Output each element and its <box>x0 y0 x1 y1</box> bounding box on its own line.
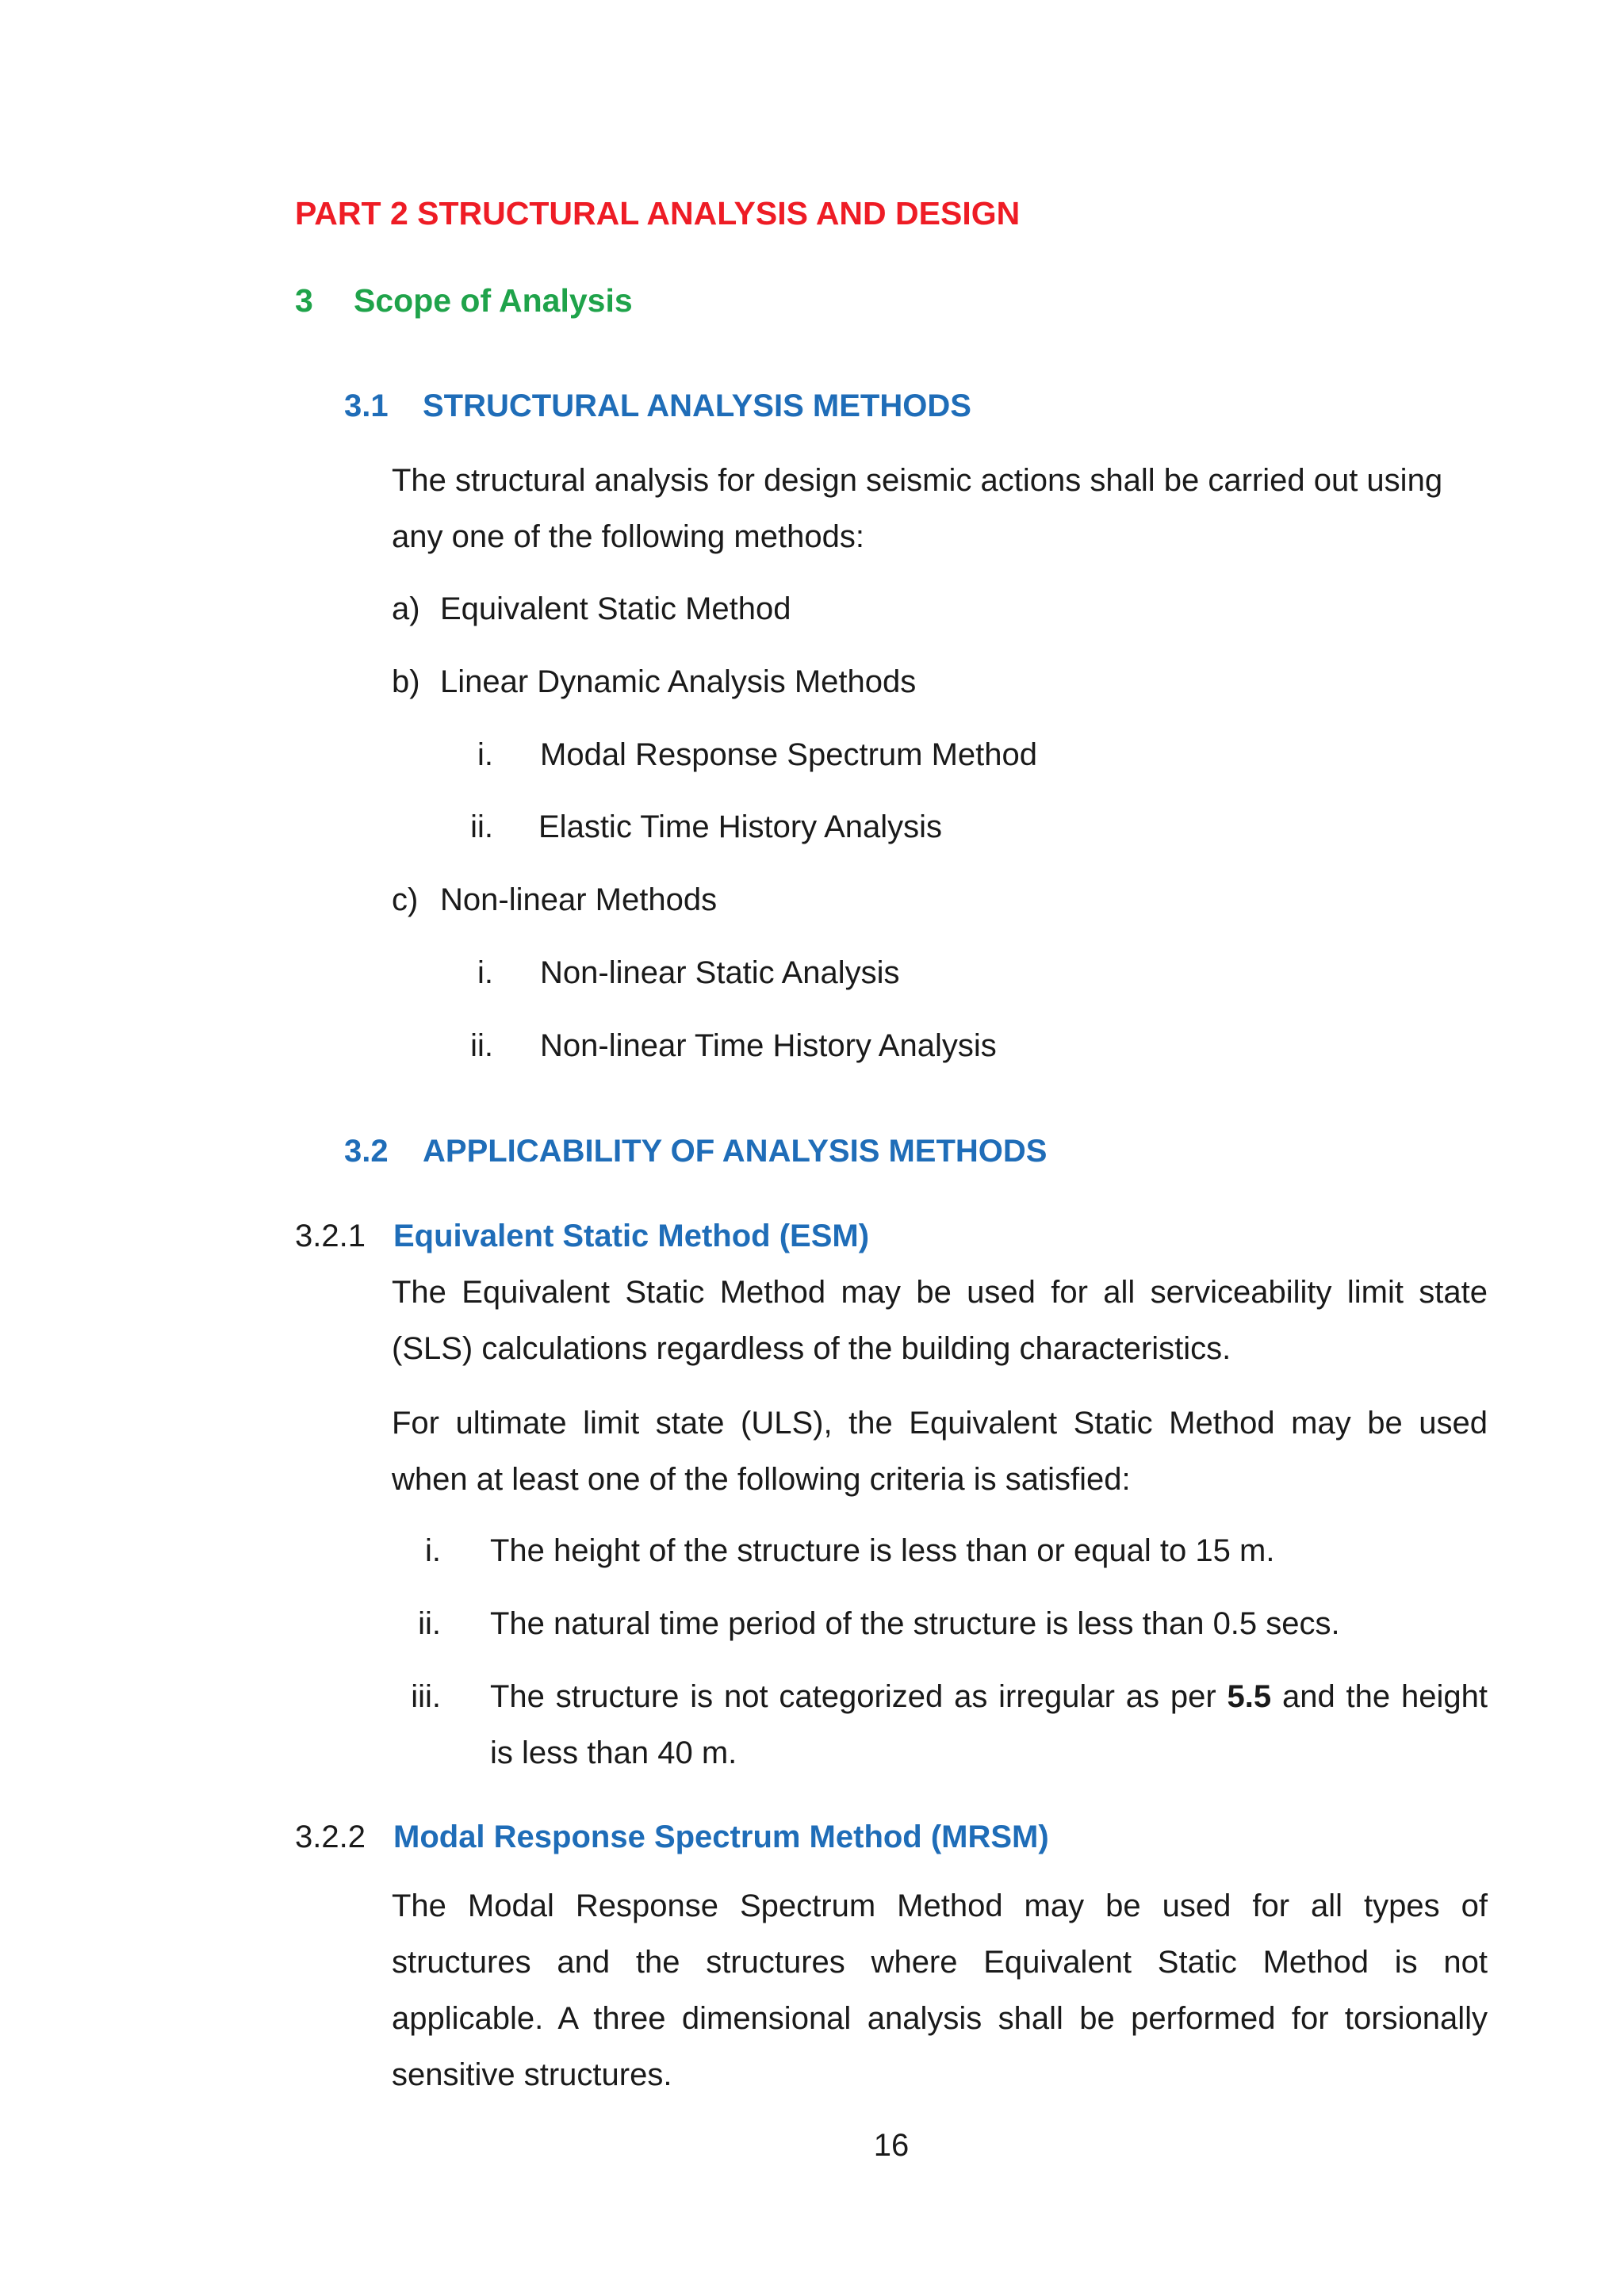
criterion-text <box>490 1679 1488 1715</box>
criterion-text: The height of the structure is less than or equal to 15 m. <box>490 1533 1275 1568</box>
sub-item-label: Non-linear Static Analysis <box>540 955 900 990</box>
sub-item-label: Non-linear Time History Analysis <box>540 1028 997 1063</box>
subsection-title: Modal Response Spectrum Method (MRSM) <box>393 1820 1049 1854</box>
criterion-text: The natural time period of the structure is less than 0.5 secs. <box>490 1606 1340 1641</box>
section-number: 3.2 <box>344 1134 389 1169</box>
list-item-marker: a) <box>392 591 420 626</box>
subsection-title: Equivalent Static Method (ESM) <box>393 1219 870 1253</box>
list-item-marker: c) <box>392 882 419 917</box>
paragraph: For ultimate limit state (ULS), the Equivalent Static Method may be used when at least one of the following criteria is satisfied: <box>392 1406 1488 1497</box>
sub-item-marker: i. <box>477 955 493 990</box>
criterion-marker: iii. <box>411 1679 441 1714</box>
sub-item-label: Elastic Time History Analysis <box>538 809 943 844</box>
section-title: APPLICABILITY OF ANALYSIS METHODS <box>423 1134 1048 1169</box>
subsection-number: 3.2.1 <box>295 1219 366 1253</box>
section-intro-line: The structural analysis for design seismic actions shall be carried out using <box>392 463 1443 498</box>
sub-item-marker: i. <box>477 737 493 772</box>
clause-reference: 5.5 <box>1227 1679 1272 1714</box>
page-number: 16 <box>873 2128 910 2163</box>
section-intro-line: any one of the following methods: <box>392 519 864 554</box>
section-number: 3.1 <box>344 388 389 423</box>
list-item-label: Non-linear Methods <box>440 882 718 917</box>
paragraph: The Modal Response Spectrum Method may be used for all types of structures and the structures where Equivalent Static Method is not applicable. A three dimensional analysis shall be performed for torsionally sensitive structures. <box>392 1888 1488 2092</box>
criterion-text-part: The structure is not categorized as irregular as per <box>490 1679 1228 1714</box>
subsection-number: 3.2.2 <box>295 1820 366 1854</box>
list-item-label: Linear Dynamic Analysis Methods <box>440 664 917 699</box>
criterion-text-part: and the height <box>1271 1679 1488 1714</box>
sub-item-label: Modal Response Spectrum Method <box>540 737 1037 772</box>
section-title: STRUCTURAL ANALYSIS METHODS <box>423 388 971 423</box>
paragraph: The Equivalent Static Method may be used for all serviceability limit state (SLS) calculations regardless of the building characteristics. <box>392 1275 1488 1366</box>
chapter-title: Scope of Analysis <box>354 282 633 319</box>
list-item-marker: b) <box>392 664 420 699</box>
criterion-marker: i. <box>425 1533 441 1568</box>
criterion-marker: ii. <box>418 1606 441 1641</box>
part-title: PART 2 STRUCTURAL ANALYSIS AND DESIGN <box>295 195 1021 232</box>
sub-item-marker: ii. <box>470 1028 493 1063</box>
criterion-text-continued: is less than 40 m. <box>490 1735 737 1770</box>
chapter-number: 3 <box>295 282 313 319</box>
list-item-label: Equivalent Static Method <box>440 591 791 626</box>
sub-item-marker: ii. <box>470 809 493 844</box>
